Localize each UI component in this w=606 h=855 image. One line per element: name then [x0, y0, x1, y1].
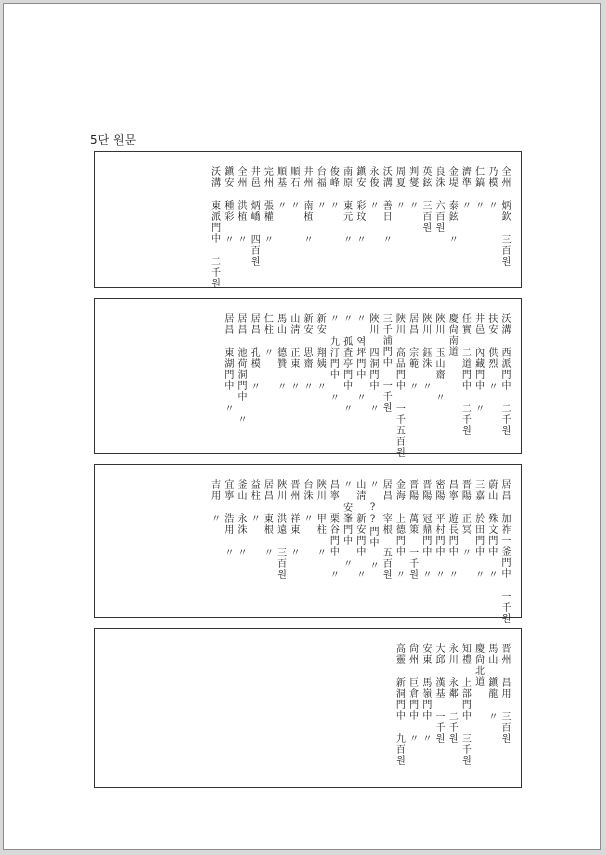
text-column: 金海 上德門中 〃 — [393, 479, 405, 580]
text-column: 居昌 東根 〃 — [261, 479, 273, 558]
text-column: 馬山 德贊 〃 — [274, 313, 286, 392]
text-column: 晋陽 冠鼎門中 〃 — [419, 479, 431, 580]
text-column: 沃溝 東派門中 二千원 — [208, 166, 220, 289]
text-column: 晋州 祥東 〃 — [287, 479, 299, 558]
text-column: 大邱 漢基 一千원 — [433, 643, 444, 744]
donation-list-block-4 — [94, 628, 522, 788]
text-column: 居昌 東湖門中 〃 — [221, 313, 233, 414]
text-column: 〃 安峯門中 〃 — [340, 479, 352, 569]
text-column: 井州 南植 〃 — [301, 166, 312, 245]
text-column: 沃溝 西派門中 二千원 — [499, 313, 510, 436]
donation-list-block-3 — [94, 464, 522, 624]
text-column: 英鉉 三百원 — [419, 166, 431, 233]
text-column: 晋陽 正冥 〃 — [459, 479, 471, 558]
text-column: 周夏 〃 — [393, 166, 405, 211]
text-column: 慶尙北道 — [472, 643, 484, 687]
text-column: 井邑 內藏門中 〃 — [472, 313, 484, 414]
text-column: 仁鎬 〃 — [472, 166, 484, 211]
text-column: 〃 역坪門中 〃 — [353, 313, 365, 403]
text-column: 益柱 〃 — [248, 479, 260, 524]
text-column: 尙州 巨倉門中 〃 — [406, 643, 418, 744]
text-column: 良洙 六百원 — [433, 166, 444, 233]
text-column: 乃模 〃 — [485, 166, 497, 211]
text-column: 馬山 鎭龍 〃 — [485, 643, 497, 722]
text-column: 晋陽 萬策 一千원 — [406, 479, 418, 580]
text-column: 井邑 炳嶠 四百원 — [248, 166, 260, 267]
text-column: 安東 馬嶺門中 〃 — [419, 643, 431, 744]
text-column: 新安 翔姨 〃 — [314, 313, 326, 392]
text-column: 陜川 高品門中 一千五百원 — [393, 313, 405, 458]
text-column: 濟準 〃 — [459, 166, 471, 211]
text-column: 全州 洪植 〃 — [235, 166, 246, 245]
text-column: 〃 ??門中 〃 — [367, 479, 378, 571]
text-column: 陜川 鈺洙 〃 — [419, 313, 431, 392]
text-column: 任實 二道門中 二千원 — [459, 313, 471, 436]
text-column: 〃 九汀門中 〃 — [327, 313, 339, 403]
text-column: 順石 〃 — [287, 166, 299, 211]
text-column: 台福 〃 — [314, 166, 326, 211]
text-column: 永川 永鄰 二千원 — [446, 643, 458, 744]
text-column: 沃溝 善日 〃 — [380, 166, 392, 245]
text-column: 居昌 宰根 五百원 — [380, 479, 392, 580]
text-column: 全州 炳欽 三百원 — [499, 166, 510, 267]
section-heading: 5단 원문 — [90, 133, 137, 147]
text-column: 慶尙南道 — [446, 313, 458, 357]
text-column: 扶安 供烈 〃 — [485, 313, 497, 392]
text-column: 新安 思齋 〃 — [301, 313, 312, 392]
text-column: 〃 孤査亭門中 〃 — [340, 313, 352, 414]
text-column: 陜川 玉山齋 〃 — [433, 313, 444, 403]
donation-list-block-2 — [94, 298, 522, 458]
text-column: 陜川 甲柱 〃 — [314, 479, 326, 558]
text-column: 三千浦門中 一千원 — [380, 313, 392, 413]
text-column: 判燮 〃 — [406, 166, 418, 211]
text-column: 居昌 池荷洞門中 〃 — [235, 313, 246, 425]
text-column: 陜川 洪遠 三百원 — [274, 479, 286, 580]
text-column: 昌寧 栗谷門中 〃 — [327, 479, 339, 580]
text-column: 山淸 正東 〃 — [287, 313, 299, 392]
text-column: 山淸 新安門中 〃 — [353, 479, 365, 580]
text-column: 居昌 加祚一釜門中 一千원 — [499, 479, 510, 624]
text-column: 台洙 〃 — [301, 479, 312, 524]
text-column: 宜寧 浩用 〃 — [221, 479, 233, 558]
text-column: 金堤 泰鉉 〃 — [446, 166, 458, 245]
text-column: 密陽 平村門中 〃 — [433, 479, 444, 580]
text-column: 知禮 上部門中 三千원 — [459, 643, 471, 766]
text-column: 鎭安 種彩 〃 — [221, 166, 233, 245]
donation-list-block-1 — [94, 151, 522, 288]
text-column: 高靈 新洞門中 九百원 — [393, 643, 405, 766]
text-column: 晋州 昌用 三百원 — [499, 643, 510, 744]
text-column: 陜川 四洞門中 〃 — [367, 313, 378, 414]
text-column: 順基 〃 — [274, 166, 286, 211]
text-column: 三嘉 於田門中 〃 — [472, 479, 484, 580]
document-page — [3, 3, 601, 850]
text-column: 居昌 宗範 〃 — [406, 313, 418, 392]
text-column: 永俊 〃 — [367, 166, 378, 211]
text-column: 居昌 孔模 〃 — [248, 313, 260, 392]
text-column: 鎭安 彩玟 〃 — [353, 166, 365, 245]
text-column: 蔚山 殊文門中 〃 — [485, 479, 497, 580]
text-column: 釜山 永洙 〃 — [235, 479, 246, 558]
text-column: 昌寧 遊長門中 〃 — [446, 479, 458, 580]
text-column: 南原 東元 〃 — [340, 166, 352, 245]
text-column: 仁柱 〃 — [261, 313, 273, 358]
text-column: 吉用 〃 — [208, 479, 220, 524]
text-column: 俊峰 〃 — [327, 166, 339, 211]
text-column: 完州 張權 〃 — [261, 166, 273, 245]
